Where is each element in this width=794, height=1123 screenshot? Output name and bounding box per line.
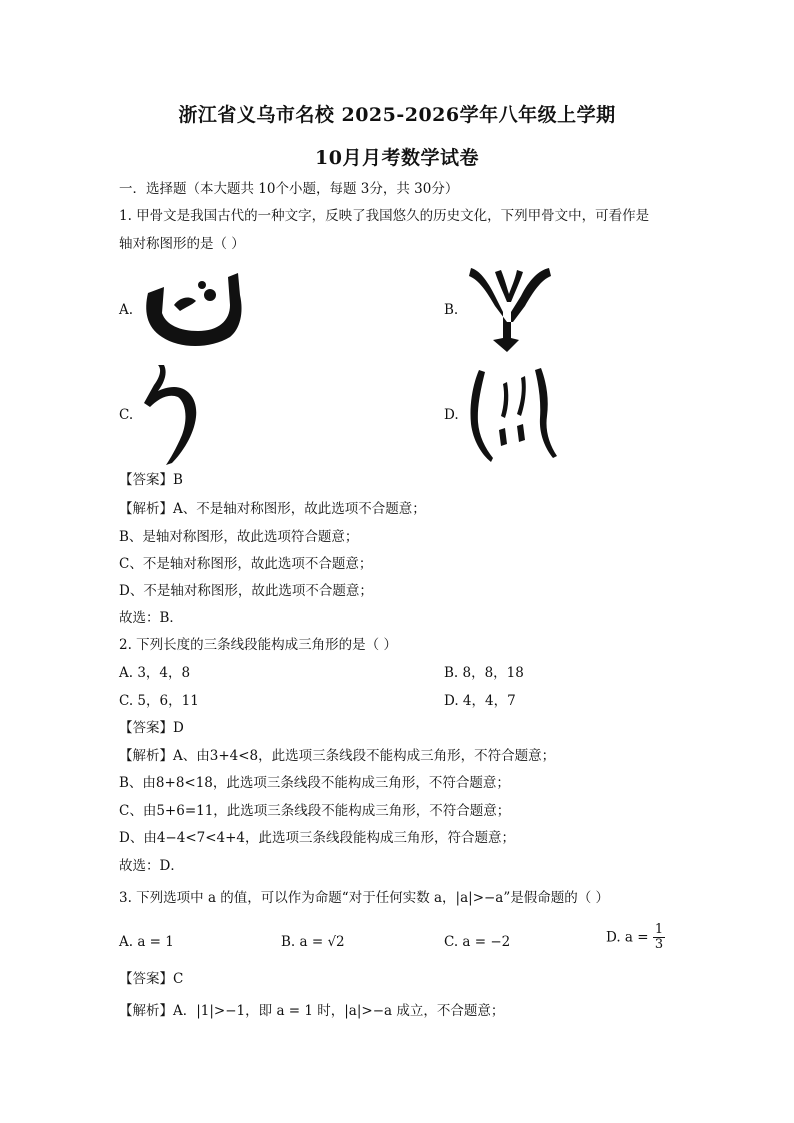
q1-answer: 【答案】B	[119, 472, 183, 488]
q1-analysis-line: 故选：B．	[119, 610, 183, 626]
q1-option-b-label: B.	[444, 302, 459, 318]
fraction-denominator: 3	[654, 937, 664, 952]
document-title-line1: 浙江省义乌市名校 2025-2026学年八年级上学期	[178, 104, 616, 126]
oracle-glyph-c-icon	[140, 363, 200, 467]
q1-option-d-label: D.	[444, 407, 459, 423]
fraction-numerator: 1	[654, 922, 664, 937]
q2-analysis-line: C、由5+6=11，此选项三条线段不能构成三角形，不符合题意；	[119, 803, 511, 819]
q1-analysis-line: 【解析】A、不是轴对称图形，故此选项不合题意；	[119, 501, 426, 517]
q1-analysis-line: D、不是轴对称图形，故此选项不合题意；	[119, 583, 373, 599]
q1-analysis-line: B、是轴对称图形，故此选项符合题意；	[119, 529, 359, 545]
q2-stem: 2. 下列长度的三条线段能构成三角形的是（ ）	[119, 637, 397, 653]
q3-option-b-prefix: B. a =	[281, 934, 328, 950]
q3-option-b-radical: √2	[327, 934, 345, 950]
document-title-line2: 10月月考数学试卷	[315, 147, 479, 169]
q3-option-a: A. a = 1	[119, 934, 174, 950]
q1-stem-line2: 轴对称图形的是（ ）	[119, 236, 245, 252]
q2-analysis-line: 故选：D．	[119, 858, 184, 874]
oracle-glyph-d-icon	[465, 364, 561, 464]
q3-answer: 【答案】C	[119, 971, 184, 987]
q3-analysis-line: 【解析】A．|1|>−1，即 a = 1 时，|a|>−a 成立，不合题意；	[119, 1003, 505, 1019]
q2-option-d: D. 4，4，7	[444, 693, 516, 709]
q3-option-d-fraction	[653, 923, 665, 952]
q3-option-c: C. a = −2	[444, 934, 511, 950]
q2-option-a: A. 3，4，8	[119, 665, 191, 681]
q3-stem: 3. 下列选项中 a 的值，可以作为命题“对于任何实数 a，|a|>−a”是假命题的（ ）	[119, 890, 610, 906]
q2-answer: 【答案】D	[119, 720, 184, 736]
q3-option-d	[606, 923, 665, 952]
oracle-glyph-a-icon	[140, 265, 250, 355]
q1-stem-line1: 1. 甲骨文是我国古代的一种文字，反映了我国悠久的历史文化，下列甲骨文中，可看作是	[119, 208, 650, 224]
q2-analysis-line: 【解析】A、由3+4<8，此选项三条线段不能构成三角形，不符合题意；	[119, 748, 556, 764]
q2-analysis-line: D、由4−4<7<4+4，此选项三条线段能构成三角形，符合题意；	[119, 830, 516, 846]
q1-option-a-label: A.	[119, 302, 134, 318]
q1-option-c-label: C.	[119, 407, 134, 423]
q2-option-b: B. 8，8，18	[444, 665, 524, 681]
q3-option-d-prefix: D. a =	[606, 929, 653, 946]
oracle-glyph-b-icon	[465, 262, 555, 354]
q2-option-c: C. 5，6，11	[119, 693, 199, 709]
q1-analysis-line: C、不是轴对称图形，故此选项不合题意；	[119, 556, 373, 572]
q3-option-b	[281, 933, 345, 951]
section-heading: 一．选择题（本大题共 10个小题，每题 3分，共 30分）	[119, 181, 459, 197]
q2-analysis-line: B、由8+8<18，此选项三条线段不能构成三角形，不符合题意；	[119, 775, 510, 791]
